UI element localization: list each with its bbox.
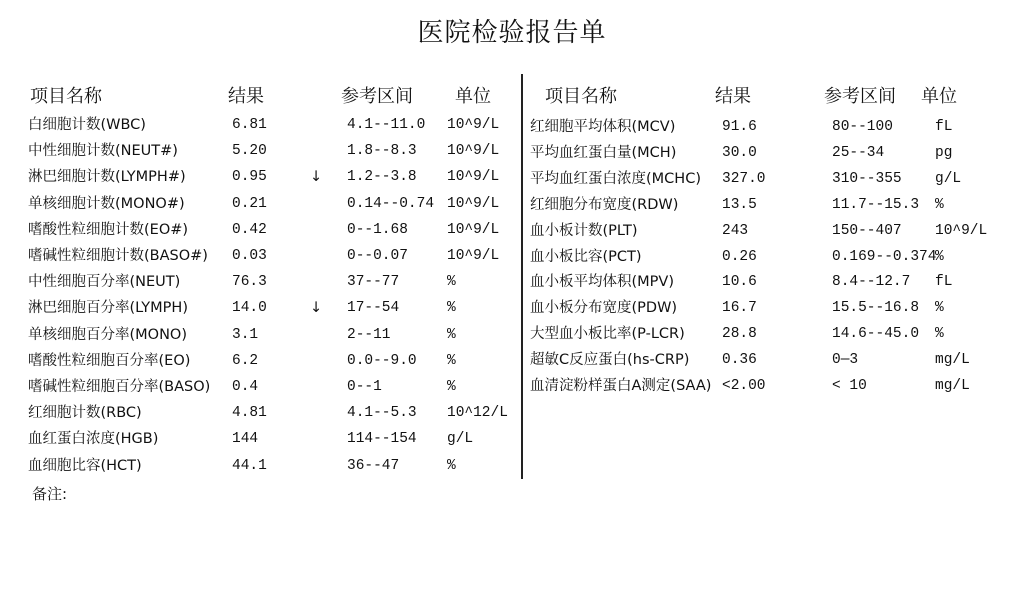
row-name: 中性细胞计数(NEUT#) — [28, 143, 178, 160]
row-range: 17--54 — [347, 300, 400, 317]
row-range: 37--77 — [347, 274, 400, 291]
row-name: 血小板分布宽度(PDW) — [530, 300, 678, 317]
row-unit: % — [935, 248, 944, 265]
row-result: 4.81 — [232, 405, 267, 422]
row-name: 嗜碱性粒细胞计数(BASO#) — [28, 248, 208, 264]
row-name: 血清淀粉样蛋白A测定(SAA) — [530, 378, 712, 394]
left-header-range: 参考区间 — [341, 86, 413, 107]
row-result: 16.7 — [722, 300, 757, 317]
row-unit: % — [447, 352, 456, 369]
row-range: 36--47 — [347, 457, 400, 474]
row-unit: 10^9/L — [447, 221, 500, 238]
row-result: 0.95 — [232, 169, 267, 186]
row-range: 0—3 — [832, 352, 859, 369]
row-name: 白细胞计数(WBC) — [28, 117, 146, 133]
row-range: 0--1.68 — [347, 221, 408, 238]
right-header-range: 参考区间 — [824, 86, 896, 107]
row-name: 淋巴细胞计数(LYMPH#) — [28, 169, 186, 186]
row-result: 0.4 — [232, 379, 259, 395]
row-result: 0.26 — [722, 248, 757, 265]
row-name: 血细胞比容(HCT) — [28, 457, 142, 474]
row-unit: 10^9/L — [935, 222, 988, 239]
column-divider — [521, 74, 523, 479]
row-name: 平均血红蛋白浓度(MCHC) — [530, 170, 701, 187]
row-result: 44.1 — [232, 457, 267, 474]
row-name: 血小板计数(PLT) — [530, 222, 638, 239]
row-range: 310--355 — [832, 170, 902, 187]
row-unit: 10^9/L — [447, 195, 500, 212]
row-result: 76.3 — [232, 274, 267, 291]
row-result: 10.6 — [722, 274, 757, 291]
row-result: 14.0 — [232, 300, 267, 317]
row-range: 0.14--0.74 — [347, 195, 435, 212]
row-result: 5.20 — [232, 143, 267, 160]
row-unit: % — [447, 457, 456, 474]
row-range: 114--154 — [347, 431, 417, 448]
row-unit: fL — [935, 119, 953, 135]
left-header-result: 结果 — [228, 86, 264, 107]
row-unit: % — [935, 326, 944, 343]
row-unit: pg — [935, 144, 953, 161]
row-range: 0--1 — [347, 379, 382, 395]
row-result: 0.21 — [232, 195, 267, 212]
row-range: 15.5--16.8 — [832, 300, 920, 317]
row-unit: 10^9/L — [447, 169, 500, 186]
row-result: 0.42 — [232, 221, 267, 238]
right-header-name: 项目名称 — [545, 86, 617, 107]
left-header-unit: 单位 — [455, 86, 491, 107]
row-result: <2.00 — [722, 378, 766, 394]
row-result: 28.8 — [722, 326, 757, 343]
row-name: 中性细胞百分率(NEUT) — [28, 274, 181, 291]
row-result: 6.2 — [232, 352, 259, 369]
row-unit: mg/L — [935, 352, 970, 369]
row-range: 1.8--8.3 — [347, 143, 417, 160]
row-result: 0.03 — [232, 248, 267, 264]
row-unit: 10^9/L — [447, 143, 500, 160]
low-flag-arrow-icon: ↓ — [310, 169, 323, 186]
row-range: 150--407 — [832, 222, 902, 239]
row-range: 0--0.07 — [347, 248, 408, 264]
row-range: 14.6--45.0 — [832, 326, 920, 343]
row-range: 4.1--5.3 — [347, 405, 417, 422]
row-result: 327.0 — [722, 170, 766, 187]
row-name: 嗜酸性粒细胞百分率(EO) — [28, 352, 191, 369]
row-unit: 10^12/L — [447, 405, 508, 422]
report-title: 医院检验报告单 — [417, 18, 607, 48]
row-name: 血小板平均体积(MPV) — [530, 274, 674, 291]
row-name: 单核细胞百分率(MONO) — [28, 326, 187, 343]
row-unit: % — [447, 300, 456, 317]
row-result: 91.6 — [722, 119, 757, 135]
row-name: 血小板比容(PCT) — [530, 248, 642, 265]
row-unit: % — [447, 326, 456, 343]
row-unit: % — [935, 196, 944, 213]
row-range: 0.0--9.0 — [347, 352, 417, 369]
row-result: 144 — [232, 431, 259, 448]
row-unit: % — [447, 379, 456, 395]
row-name: 单核细胞计数(MONO#) — [28, 195, 185, 212]
row-name: 超敏C反应蛋白(hs-CRP) — [530, 352, 690, 369]
row-result: 6.81 — [232, 117, 267, 133]
row-name: 嗜碱性粒细胞百分率(BASO) — [28, 379, 211, 395]
row-unit: 10^9/L — [447, 248, 500, 264]
row-unit: g/L — [935, 170, 962, 187]
note-label: 备注: — [32, 485, 68, 503]
row-result: 243 — [722, 222, 749, 239]
row-range: 1.2--3.8 — [347, 169, 417, 186]
row-unit: 10^9/L — [447, 117, 500, 133]
row-range: 0.169--0.374 — [832, 248, 937, 265]
row-result: 13.5 — [722, 196, 757, 213]
row-name: 大型血小板比率(P-LCR) — [530, 326, 685, 343]
row-result: 30.0 — [722, 144, 757, 161]
row-range: 11.7--15.3 — [832, 196, 920, 213]
row-name: 平均血红蛋白量(MCH) — [530, 144, 677, 161]
left-header-name: 项目名称 — [30, 86, 102, 107]
low-flag-arrow-icon: ↓ — [310, 300, 323, 317]
row-name: 红细胞分布宽度(RDW) — [530, 196, 679, 213]
row-name: 红细胞计数(RBC) — [28, 405, 142, 422]
right-header-unit: 单位 — [921, 86, 957, 107]
row-unit: % — [447, 274, 456, 291]
row-range: 25--34 — [832, 144, 885, 161]
row-range: < 10 — [832, 378, 867, 394]
right-header-result: 结果 — [715, 86, 751, 107]
row-unit: fL — [935, 274, 953, 291]
row-range: 2--11 — [347, 326, 391, 343]
row-name: 嗜酸性粒细胞计数(EO#) — [28, 221, 189, 238]
row-range: 8.4--12.7 — [832, 274, 911, 291]
row-name: 淋巴细胞百分率(LYMPH) — [28, 300, 188, 317]
row-unit: % — [935, 300, 944, 317]
row-unit: g/L — [447, 431, 474, 448]
row-range: 4.1--11.0 — [347, 117, 426, 133]
row-name: 血红蛋白浓度(HGB) — [28, 431, 159, 448]
row-unit: mg/L — [935, 378, 970, 394]
row-name: 红细胞平均体积(MCV) — [530, 119, 676, 135]
row-result: 3.1 — [232, 326, 259, 343]
row-result: 0.36 — [722, 352, 757, 369]
row-range: 80--100 — [832, 119, 893, 135]
